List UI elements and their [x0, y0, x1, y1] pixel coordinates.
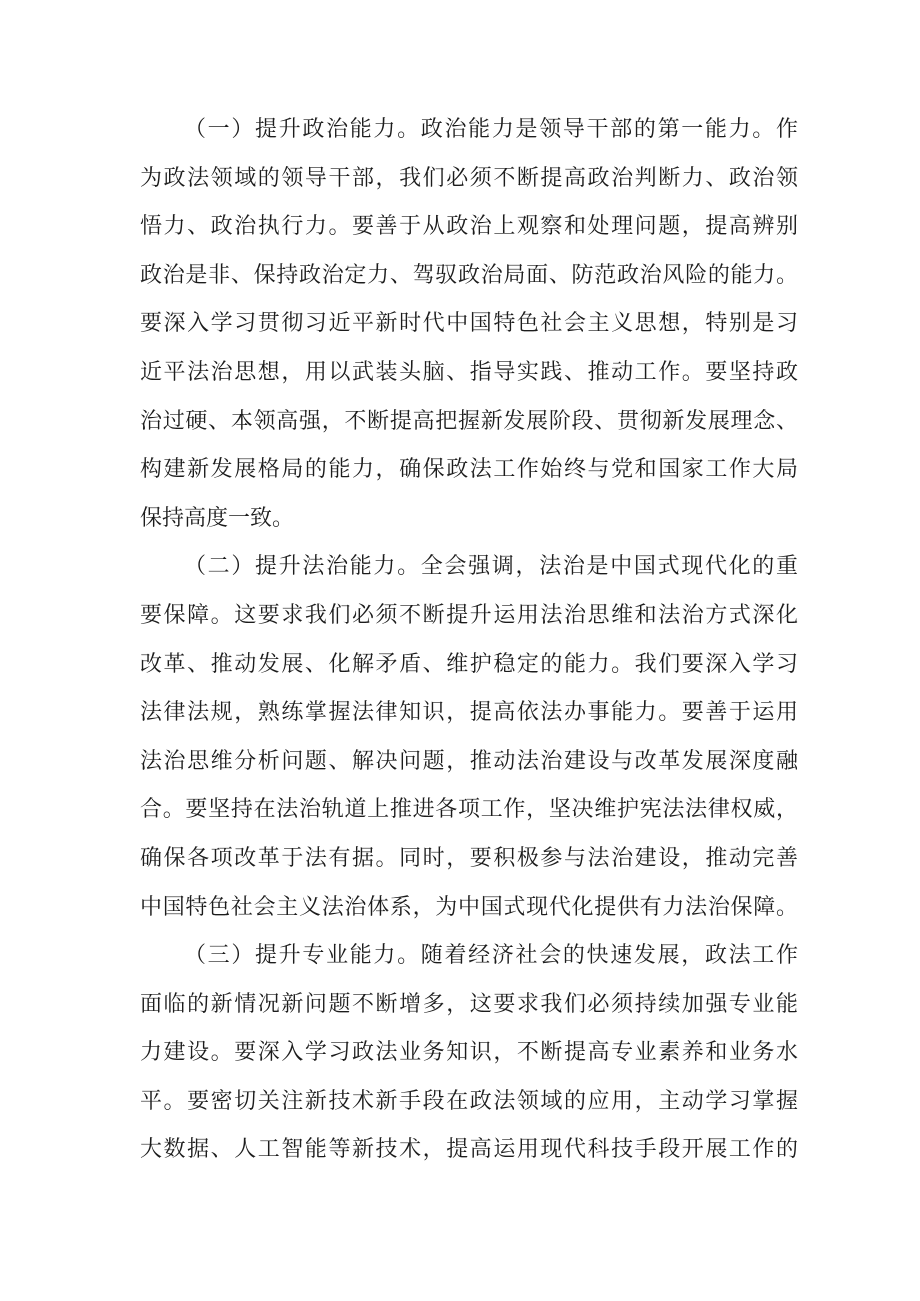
- text-line: 力建设。要深入学习政法业务知识，不断提高专业素养和业务水: [140, 1040, 798, 1066]
- text-line: 悟力、政治执行力。要善于从政治上观察和处理问题，提高辨别: [140, 214, 798, 240]
- text-line: 合。要坚持在法治轨道上推进各项工作，坚决维护宪法法律权威，: [140, 797, 798, 823]
- text-line: 要保障。这要求我们必须不断提升运用法治思维和法治方式深化: [140, 602, 798, 628]
- text-line: （三）提升专业能力。随着经济社会的快速发展，政法工作: [184, 943, 798, 969]
- text-line: 法律法规，熟练掌握法律知识，提高依法办事能力。要善于运用: [140, 700, 798, 726]
- text-line: 治过硬、本领高强，不断提高把握新发展阶段、贯彻新发展理念、: [140, 408, 798, 434]
- text-line: 大数据、人工智能等新技术，提高运用现代科技手段开展工作的: [140, 1137, 798, 1163]
- paragraph-professional-ability: [140, 932, 798, 1175]
- text-line: （二）提升法治能力。全会强调，法治是中国式现代化的重: [184, 554, 798, 580]
- text-line: 中国特色社会主义法治体系，为中国式现代化提供有力法治保障。: [140, 894, 798, 920]
- text-line: 要深入学习贯彻习近平新时代中国特色社会主义思想，特别是习: [140, 311, 798, 337]
- text-line: 平。要密切关注新技术新手段在政法领域的应用，主动学习掌握: [140, 1088, 798, 1114]
- paragraph-political-ability: [140, 106, 798, 543]
- text-line: 面临的新情况新问题不断增多，这要求我们必须持续加强专业能: [140, 991, 798, 1017]
- text-line: 政治是非、保持政治定力、驾驭政治局面、防范政治风险的能力。: [140, 262, 798, 288]
- text-line: 保持高度一致。: [140, 505, 295, 531]
- text-line: 确保各项改革于法有据。同时，要积极参与法治建设，推动完善: [140, 845, 798, 871]
- text-line: 构建新发展格局的能力，确保政法工作始终与党和国家工作大局: [140, 457, 798, 483]
- text-line: 近平法治思想，用以武装头脑、指导实践、推动工作。要坚持政: [140, 359, 798, 385]
- document-body: [140, 106, 798, 1175]
- text-line: 改革、推动发展、化解矛盾、维护稳定的能力。我们要深入学习: [140, 651, 798, 677]
- text-line: 法治思维分析问题、解决问题，推动法治建设与改革发展深度融: [140, 748, 798, 774]
- text-line: 为政法领域的领导干部，我们必须不断提高政治判断力、政治领: [140, 165, 798, 191]
- paragraph-rule-of-law-ability: [140, 543, 798, 932]
- text-line: （一）提升政治能力。政治能力是领导干部的第一能力。作: [184, 117, 798, 142]
